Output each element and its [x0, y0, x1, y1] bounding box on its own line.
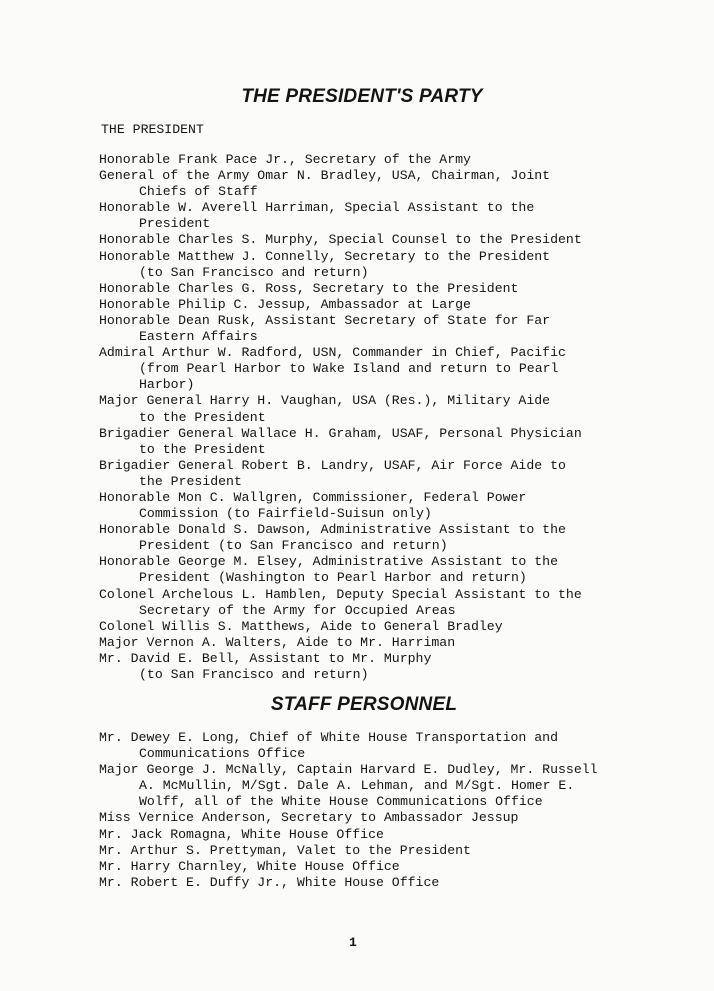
- staff-list: [99, 730, 609, 891]
- entry-line: Major George J. McNally, Captain Harvard E. Dudley, Mr. Russell: [99, 762, 598, 778]
- entry-continuation: (to San Francisco and return): [139, 264, 369, 280]
- entry-line: Mr. Arthur S. Prettyman, Valet to the President: [99, 842, 471, 858]
- entry-line: General of the Army Omar N. Bradley, USA, Chairman, Joint: [99, 168, 551, 184]
- entry-continuation: President (Washington to Pearl Harbor and return): [139, 570, 527, 586]
- entry-continuation: A. McMullin, M/Sgt. Dale A. Lehman, and M/Sgt. Homer E.: [139, 778, 575, 794]
- list-item: [99, 249, 599, 281]
- list-item: [99, 635, 599, 651]
- list-item: [99, 297, 599, 313]
- list-item: [99, 168, 599, 200]
- entry-line: Honorable Dean Rusk, Assistant Secretary of State for Far: [99, 312, 551, 328]
- list-item: [99, 393, 599, 425]
- entry-continuation: Eastern Affairs: [139, 329, 258, 345]
- entry-continuation: (to San Francisco and return): [139, 667, 369, 682]
- list-item: [99, 426, 599, 458]
- list-item: [99, 875, 609, 891]
- section-subtitle: THE PRESIDENT: [101, 122, 204, 137]
- staff-title: STAFF PERSONNEL: [270, 694, 458, 715]
- entry-line: Honorable Mon C. Wallgren, Commissioner, Federal Power: [99, 489, 527, 505]
- entry-continuation: Communications Office: [139, 746, 306, 762]
- entry-line: Mr. Jack Romagna, White House Office: [99, 826, 384, 842]
- entry-continuation: Commission (to Fairfield-Suisun only): [139, 506, 432, 522]
- entry-line: Mr. Dewey E. Long, Chief of White House Transportation and: [99, 730, 558, 745]
- entry-continuation: Harbor): [139, 377, 195, 393]
- entry-line: Honorable Matthew J. Connelly, Secretary to the President: [99, 248, 551, 264]
- entry-line: Colonel Archelous L. Hamblen, Deputy Special Assistant to the: [99, 586, 582, 602]
- entry-line: Brigadier General Wallace H. Graham, USAF, Personal Physician: [99, 425, 582, 441]
- entry-continuation: to the President: [139, 441, 266, 457]
- entry-continuation: the President: [139, 473, 242, 489]
- entry-continuation: President (to San Francisco and return): [139, 538, 448, 554]
- list-item: [99, 554, 599, 586]
- list-item: [99, 152, 599, 168]
- entry-continuation: President: [139, 216, 211, 232]
- list-item: [99, 281, 599, 297]
- entry-line: Mr. David E. Bell, Assistant to Mr. Murphy: [99, 650, 432, 666]
- entry-line: Colonel Willis S. Matthews, Aide to General Bradley: [99, 618, 503, 634]
- list-item: [99, 859, 609, 875]
- list-item: [99, 730, 609, 762]
- list-item: [99, 345, 599, 393]
- list-item: [99, 458, 599, 490]
- list-item: [99, 200, 599, 232]
- entry-line: Honorable Frank Pace Jr., Secretary of the Army: [99, 152, 471, 167]
- list-item: [99, 843, 609, 859]
- party-list: [99, 152, 599, 683]
- entry-line: Honorable W. Averell Harriman, Special Assistant to the: [99, 200, 535, 216]
- entry-continuation: Secretary of the Army for Occupied Areas: [139, 602, 456, 618]
- list-item: [99, 232, 599, 248]
- entry-line: Honorable Philip C. Jessup, Ambassador at Large: [99, 296, 471, 312]
- entry-continuation: Wolff, all of the White House Communications Office: [139, 794, 543, 810]
- list-item: [99, 313, 599, 345]
- list-item: [99, 810, 609, 826]
- entry-line: Major Vernon A. Walters, Aide to Mr. Harriman: [99, 634, 456, 650]
- entry-line: Major General Harry H. Vaughan, USA (Res.), Military Aide: [99, 393, 551, 409]
- entry-line: Honorable Charles S. Murphy, Special Counsel to the President: [99, 232, 582, 248]
- entry-line: Honorable Charles G. Ross, Secretary to the President: [99, 280, 519, 296]
- list-item: [99, 522, 599, 554]
- entry-line: Admiral Arthur W. Radford, USN, Commander in Chief, Pacific: [99, 345, 566, 361]
- entry-line: Mr. Harry Charnley, White House Office: [99, 858, 400, 874]
- page-title: THE PRESIDENT'S PARTY: [241, 86, 483, 107]
- entry-continuation: (from Pearl Harbor to Wake Island and return to Pearl: [139, 361, 559, 377]
- entry-line: Mr. Robert E. Duffy Jr., White House Office: [99, 874, 440, 890]
- list-item: [99, 827, 609, 843]
- entry-line: Honorable Donald S. Dawson, Administrative Assistant to the: [99, 522, 566, 538]
- list-item: [99, 762, 609, 810]
- page-number: 1: [349, 935, 357, 950]
- list-item: [99, 587, 599, 619]
- entry-line: Honorable George M. Elsey, Administrative Assistant to the: [99, 554, 558, 570]
- list-item: [99, 619, 599, 635]
- list-item: [99, 651, 599, 683]
- entry-line: Miss Vernice Anderson, Secretary to Ambassador Jessup: [99, 810, 519, 826]
- entry-line: Brigadier General Robert B. Landry, USAF, Air Force Aide to: [99, 457, 566, 473]
- entry-continuation: Chiefs of Staff: [139, 184, 258, 200]
- entry-continuation: to the President: [139, 409, 266, 425]
- list-item: [99, 490, 599, 522]
